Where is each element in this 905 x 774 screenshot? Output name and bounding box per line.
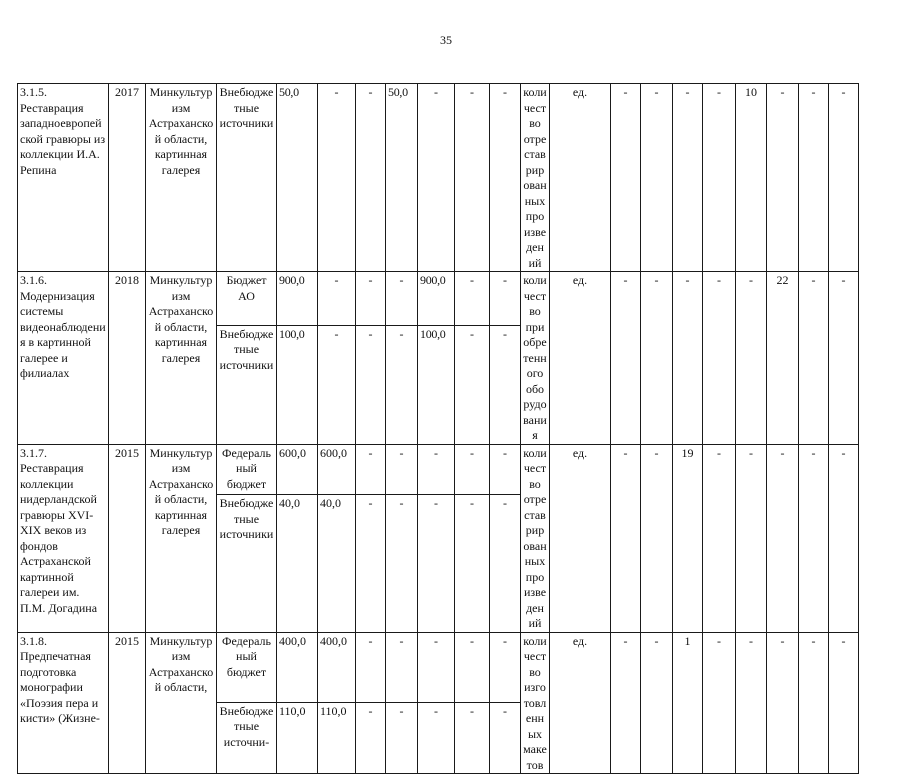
table-row bbox=[18, 84, 891, 272]
executor-cell: Минкультуризм Астраханской области, картинная галерея bbox=[146, 84, 217, 272]
target-value-cell: - bbox=[641, 84, 673, 272]
indicator-cell: количество приобретенного оборудования bbox=[521, 272, 550, 445]
unit-cell: ед. bbox=[550, 84, 611, 272]
unit-cell: ед. bbox=[550, 632, 611, 774]
target-value-cell: - bbox=[767, 84, 799, 272]
target-value-cell: - bbox=[799, 84, 829, 272]
target-value-cell: - bbox=[829, 632, 859, 774]
funding-value-cell: - bbox=[455, 632, 490, 702]
year-cell: 2015 bbox=[109, 444, 146, 632]
target-value-cell: - bbox=[799, 272, 829, 445]
funding-value-cell: 110,0 bbox=[318, 702, 356, 773]
measure-name-cell: 3.1.6. Модернизация системы видеонаблюдения в картинной галерее и филиалах bbox=[18, 272, 109, 445]
funding-value-cell: - bbox=[386, 325, 418, 444]
funding-value-cell: - bbox=[356, 84, 386, 272]
indicator-cell: количество отреставрированных произведений bbox=[521, 444, 550, 632]
funding-value-cell: 40,0 bbox=[318, 495, 356, 632]
target-value-cell: - bbox=[641, 272, 673, 445]
funding-value-cell: - bbox=[386, 702, 418, 773]
funding-value-cell: - bbox=[386, 495, 418, 632]
funding-value-cell: - bbox=[318, 325, 356, 444]
funding-value-cell: - bbox=[490, 495, 521, 632]
funding-value-cell: - bbox=[455, 702, 490, 773]
funding-value-cell: 100,0 bbox=[418, 325, 455, 444]
funding-value-cell: - bbox=[356, 444, 386, 495]
funding-value-cell: - bbox=[318, 84, 356, 272]
funding-value-cell: 600,0 bbox=[318, 444, 356, 495]
funding-source-cell: Внебюджетные источники bbox=[217, 325, 277, 444]
target-value-cell: - bbox=[829, 84, 859, 272]
funding-value-cell: - bbox=[386, 444, 418, 495]
funding-value-cell: 600,0 bbox=[277, 444, 318, 495]
target-value-cell: - bbox=[703, 444, 736, 632]
funding-value-cell: - bbox=[356, 495, 386, 632]
target-value-cell: - bbox=[611, 632, 641, 774]
funding-value-cell: 110,0 bbox=[277, 702, 318, 773]
target-value-cell: - bbox=[767, 632, 799, 774]
funding-source-cell: Внебюджетные источники bbox=[217, 84, 277, 272]
indicator-cell: количество отреставрированных произведений bbox=[521, 84, 550, 272]
target-value-cell: - bbox=[736, 272, 767, 445]
funding-value-cell: - bbox=[455, 444, 490, 495]
executor-cell: Минкультуризм Астраханской области, bbox=[146, 632, 217, 774]
funding-value-cell: - bbox=[318, 272, 356, 326]
target-value-cell: 22 bbox=[767, 272, 799, 445]
funding-value-cell: - bbox=[356, 632, 386, 702]
funding-value-cell: 400,0 bbox=[277, 632, 318, 702]
funding-value-cell: - bbox=[418, 702, 455, 773]
funding-value-cell: - bbox=[418, 495, 455, 632]
funding-value-cell: 100,0 bbox=[277, 325, 318, 444]
table-row bbox=[18, 272, 891, 326]
target-value-cell: - bbox=[673, 272, 703, 445]
target-value-cell: - bbox=[641, 444, 673, 632]
funding-value-cell: - bbox=[356, 702, 386, 773]
funding-value-cell: - bbox=[455, 84, 490, 272]
funding-value-cell: 50,0 bbox=[277, 84, 318, 272]
funding-value-cell: - bbox=[455, 495, 490, 632]
target-value-cell: 1 bbox=[673, 632, 703, 774]
target-value-cell: - bbox=[799, 444, 829, 632]
table-row bbox=[18, 632, 891, 702]
target-value-cell: - bbox=[703, 272, 736, 445]
funding-value-cell: - bbox=[490, 325, 521, 444]
funding-source-cell: Федеральный бюджет bbox=[217, 444, 277, 495]
funding-value-cell: - bbox=[418, 84, 455, 272]
executor-cell: Минкультуризм Астраханской области, картинная галерея bbox=[146, 444, 217, 632]
target-value-cell: - bbox=[829, 272, 859, 445]
funding-value-cell: - bbox=[455, 272, 490, 326]
table-row bbox=[18, 444, 891, 495]
target-value-cell: - bbox=[767, 444, 799, 632]
year-cell: 2017 bbox=[109, 84, 146, 272]
funding-value-cell: - bbox=[418, 632, 455, 702]
funding-value-cell: 40,0 bbox=[277, 495, 318, 632]
unit-cell: ед. bbox=[550, 272, 611, 445]
target-value-cell: - bbox=[641, 632, 673, 774]
funding-value-cell: - bbox=[490, 84, 521, 272]
funding-value-cell: - bbox=[490, 444, 521, 495]
measure-name-cell: 3.1.8. Предпечатная подготовка монографии «Поэзия пера и кисти» (Жизне- bbox=[18, 632, 109, 774]
target-value-cell: - bbox=[703, 84, 736, 272]
funding-value-cell: - bbox=[490, 702, 521, 773]
funding-value-cell: - bbox=[386, 632, 418, 702]
funding-value-cell: 900,0 bbox=[277, 272, 318, 326]
measure-name-cell: 3.1.5. Реставрация западноевропейской гравюры из коллекции И.А. Репина bbox=[18, 84, 109, 272]
target-value-cell: - bbox=[736, 444, 767, 632]
measure-name-cell: 3.1.7. Реставрация коллекции нидерландской гравюры XVI-XIX веков из фондов Астраханской картинной галереи им. П.М. Догадина bbox=[18, 444, 109, 632]
target-value-cell: - bbox=[829, 444, 859, 632]
target-value-cell: - bbox=[611, 84, 641, 272]
funding-source-cell: Внебюджетные источники bbox=[217, 495, 277, 632]
executor-cell: Минкультуризм Астраханской области, картинная галерея bbox=[146, 272, 217, 445]
target-value-cell: - bbox=[611, 444, 641, 632]
funding-value-cell: - bbox=[418, 444, 455, 495]
target-value-cell: - bbox=[736, 632, 767, 774]
program-measures-table bbox=[17, 83, 891, 774]
funding-value-cell: 900,0 bbox=[418, 272, 455, 326]
funding-value-cell: - bbox=[386, 272, 418, 326]
target-value-cell: - bbox=[799, 632, 829, 774]
funding-value-cell: - bbox=[356, 325, 386, 444]
page-number: 35 bbox=[440, 33, 452, 47]
year-cell: 2018 bbox=[109, 272, 146, 445]
indicator-cell: количество изготовленных макетов bbox=[521, 632, 550, 774]
funding-value-cell: 50,0 bbox=[386, 84, 418, 272]
funding-value-cell: 400,0 bbox=[318, 632, 356, 702]
unit-cell: ед. bbox=[550, 444, 611, 632]
funding-source-cell: Бюджет АО bbox=[217, 272, 277, 326]
target-value-cell: 10 bbox=[736, 84, 767, 272]
target-value-cell: - bbox=[673, 84, 703, 272]
target-value-cell: 19 bbox=[673, 444, 703, 632]
funding-source-cell: Федеральный бюджет bbox=[217, 632, 277, 702]
funding-value-cell: - bbox=[490, 272, 521, 326]
funding-value-cell: - bbox=[490, 632, 521, 702]
funding-source-cell: Внебюджетные источни- bbox=[217, 702, 277, 773]
funding-value-cell: - bbox=[455, 325, 490, 444]
target-value-cell: - bbox=[703, 632, 736, 774]
funding-value-cell: - bbox=[356, 272, 386, 326]
year-cell: 2015 bbox=[109, 632, 146, 774]
target-value-cell: - bbox=[611, 272, 641, 445]
